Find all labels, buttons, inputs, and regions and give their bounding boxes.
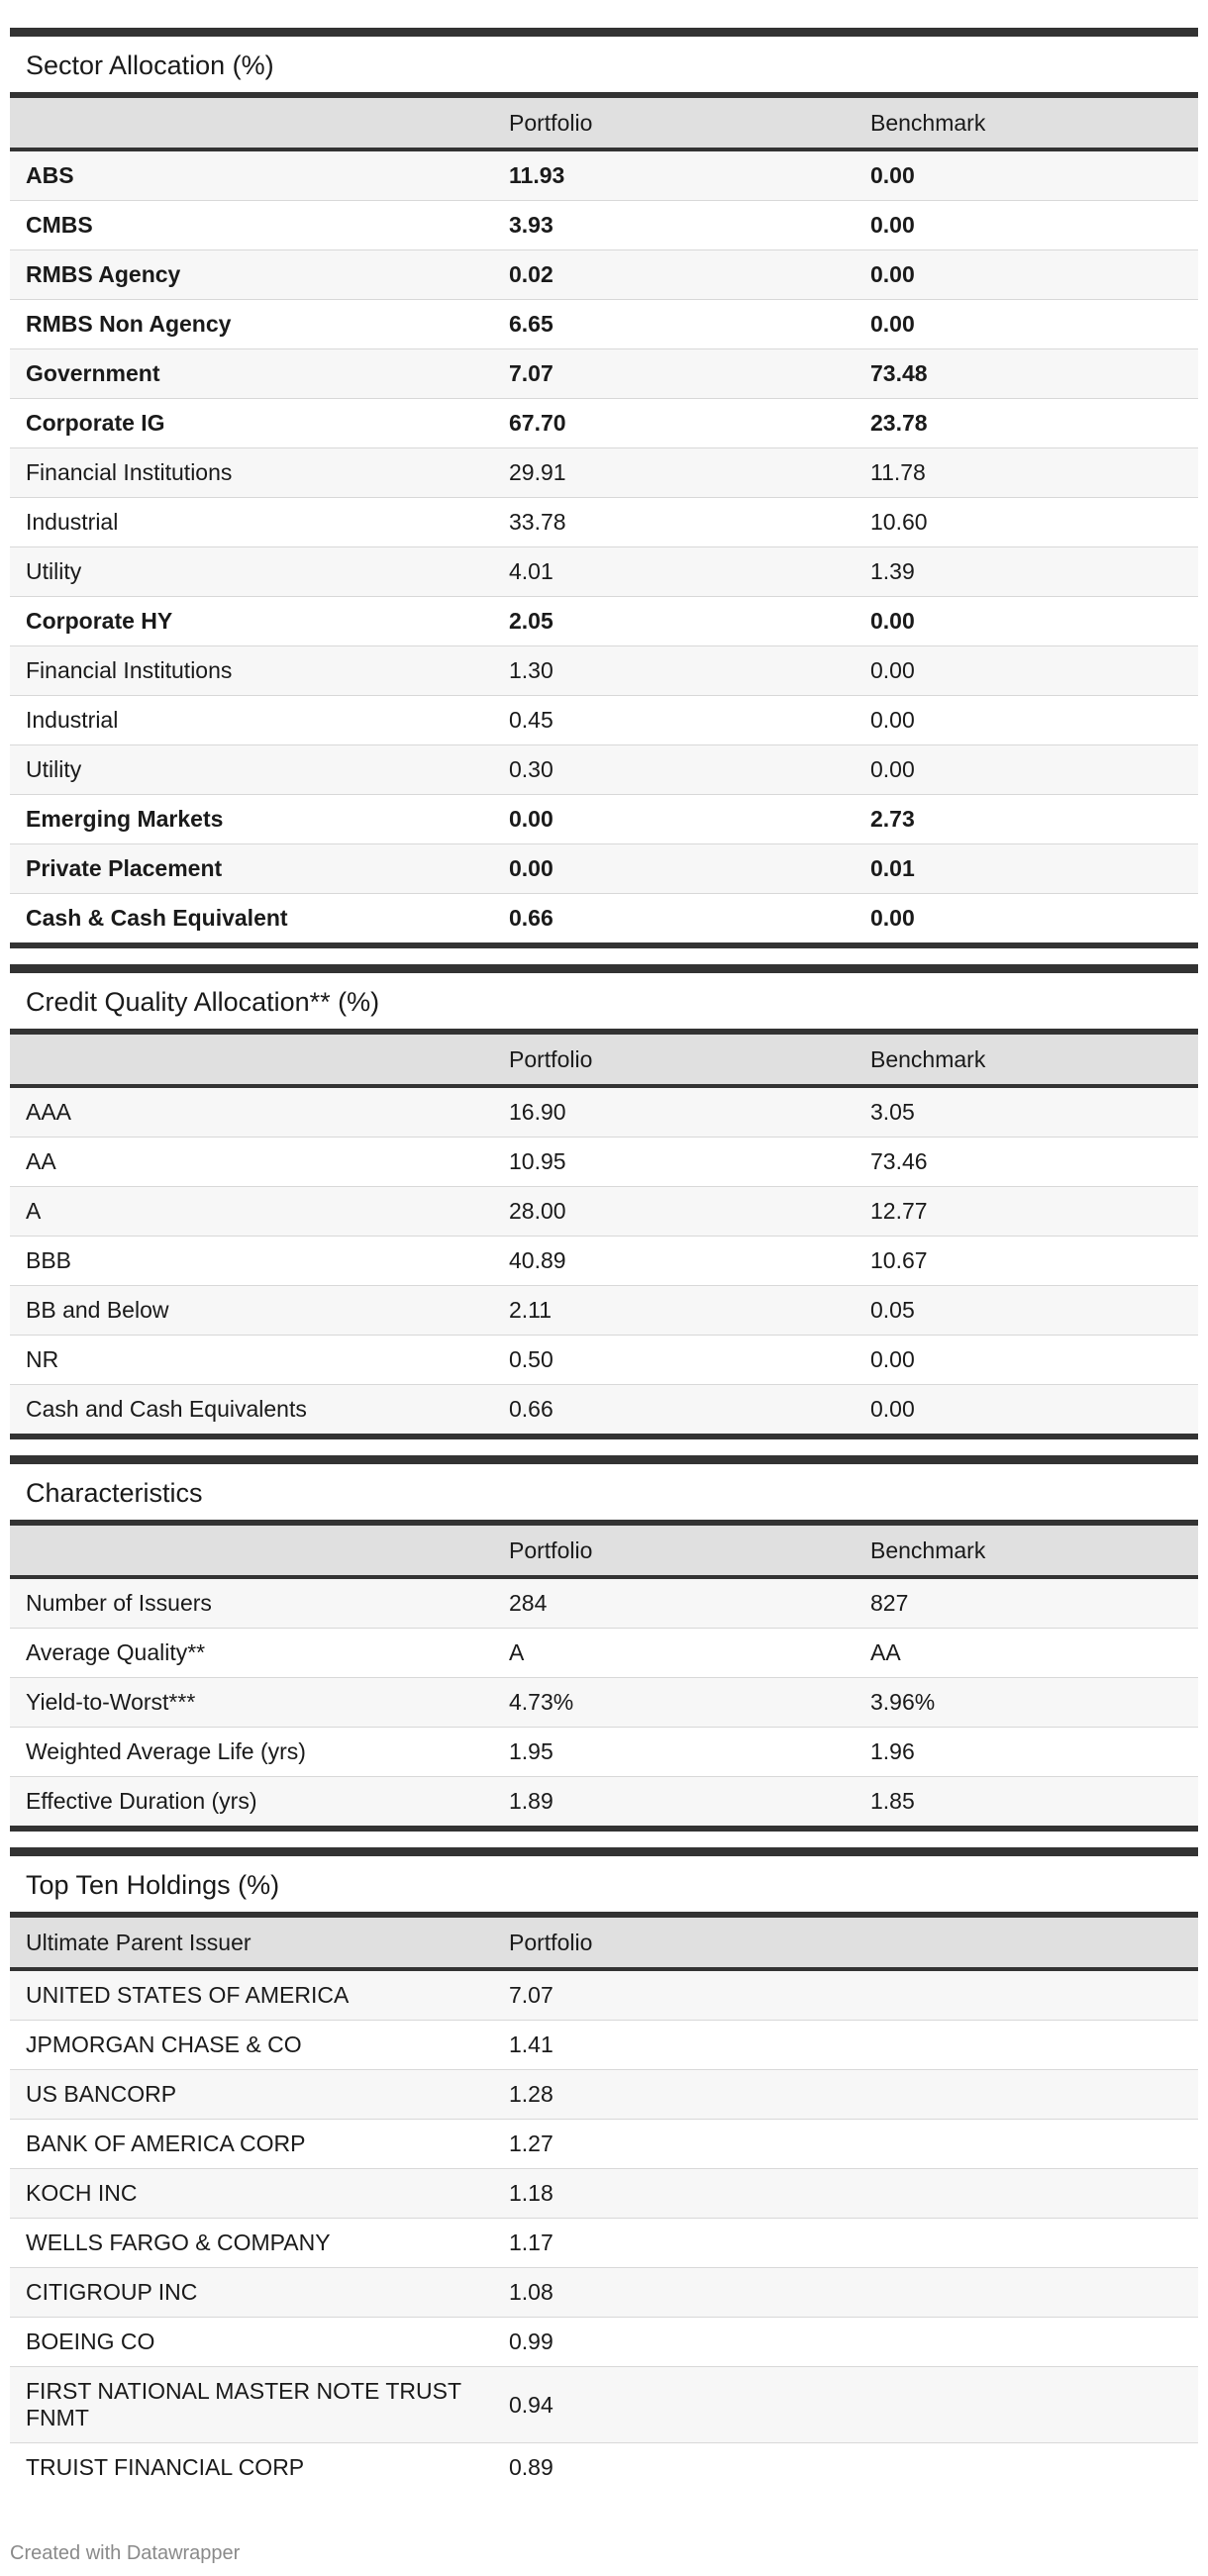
table-row [10, 1088, 1198, 1138]
header-portfolio: Portfolio [509, 1536, 593, 1563]
row-portfolio: 2.11 [509, 1297, 553, 1323]
row-label: TRUIST FINANCIAL CORP [26, 2454, 305, 2480]
row-portfolio: 29.91 [509, 459, 566, 485]
table-row [10, 300, 1198, 349]
row-portfolio: 7.07 [509, 1982, 554, 2008]
row-benchmark: 0.00 [870, 1396, 915, 1422]
row-portfolio: 1.08 [509, 2279, 554, 2305]
table-header-row [10, 1526, 1198, 1579]
row-portfolio: 284 [509, 1590, 548, 1616]
row-portfolio: 0.94 [509, 2391, 554, 2418]
row-label: Number of Issuers [26, 1590, 212, 1616]
row-portfolio: 2.05 [509, 608, 554, 634]
table-row [10, 1971, 1198, 2021]
table-row [10, 745, 1198, 795]
header-benchmark: Benchmark [870, 1045, 986, 1072]
row-label: UNITED STATES OF AMERICA [26, 1982, 350, 2008]
row-portfolio: 0.00 [509, 806, 554, 832]
row-benchmark: 23.78 [870, 410, 928, 436]
row-benchmark: 10.67 [870, 1247, 928, 1273]
table-row [10, 547, 1198, 597]
row-portfolio: 33.78 [509, 509, 566, 535]
row-benchmark: 0.00 [870, 212, 915, 238]
table-row [10, 151, 1198, 201]
row-benchmark: 2.73 [870, 806, 915, 832]
row-label: Industrial [26, 509, 119, 535]
row-portfolio: 1.41 [509, 2031, 554, 2057]
table-row [10, 1629, 1198, 1678]
table-row [10, 1777, 1198, 1826]
row-benchmark: 0.01 [870, 855, 915, 881]
row-label: Weighted Average Life (yrs) [26, 1738, 306, 1764]
row-portfolio: 1.28 [509, 2081, 554, 2107]
table-row [10, 2268, 1198, 2318]
sector-allocation-table [10, 28, 1198, 948]
row-label: Corporate IG [26, 410, 165, 436]
row-benchmark: 10.60 [870, 509, 928, 535]
row-portfolio: 1.95 [509, 1738, 554, 1764]
row-benchmark: 0.00 [870, 261, 915, 287]
row-portfolio: 11.93 [509, 162, 565, 188]
row-label: NR [26, 1346, 59, 1372]
row-label: Industrial [26, 707, 119, 733]
row-portfolio: 67.70 [509, 410, 566, 436]
row-label: Private Placement [26, 855, 223, 881]
characteristics-table [10, 1455, 1198, 1832]
section-top-rule [10, 1455, 1198, 1464]
row-label: WELLS FARGO & COMPANY [26, 2229, 331, 2255]
table-header-row [10, 98, 1198, 151]
row-benchmark: 0.00 [870, 608, 915, 634]
table-header-row [10, 1918, 1198, 1971]
row-label: CITIGROUP INC [26, 2279, 198, 2305]
table-row [10, 894, 1198, 942]
table-row [10, 2367, 1198, 2443]
row-label: Financial Institutions [26, 657, 233, 683]
row-portfolio: 4.01 [509, 558, 554, 584]
section-top-rule [10, 964, 1198, 973]
row-portfolio: 4.73% [509, 1689, 574, 1715]
row-label: Financial Institutions [26, 459, 233, 485]
row-label: Emerging Markets [26, 806, 224, 832]
table-row [10, 349, 1198, 399]
row-portfolio: 0.50 [509, 1346, 554, 1372]
table-row [10, 2169, 1198, 2219]
row-benchmark: 0.05 [870, 1297, 915, 1323]
row-portfolio: 1.30 [509, 657, 554, 683]
row-label: A [26, 1198, 42, 1224]
table-row [10, 2070, 1198, 2120]
row-label: RMBS Non Agency [26, 311, 232, 337]
table-row [10, 1138, 1198, 1187]
row-label: CMBS [26, 212, 93, 238]
table-row [10, 399, 1198, 448]
row-benchmark: 0.00 [870, 311, 915, 337]
header-portfolio: Portfolio [509, 1929, 593, 1955]
table-row [10, 646, 1198, 696]
header-portfolio: Portfolio [509, 109, 593, 136]
row-portfolio: 40.89 [509, 1247, 566, 1273]
row-portfolio: A [509, 1639, 525, 1665]
section-top-rule [10, 1847, 1198, 1856]
row-benchmark: 11.78 [870, 459, 926, 485]
row-portfolio: 16.90 [509, 1099, 566, 1125]
table-body [10, 1088, 1198, 1434]
row-portfolio: 28.00 [509, 1198, 566, 1224]
table-row [10, 1286, 1198, 1336]
table-row [10, 1678, 1198, 1728]
row-benchmark: 73.46 [870, 1148, 928, 1174]
row-benchmark: 12.77 [870, 1198, 928, 1224]
row-portfolio: 10.95 [509, 1148, 566, 1174]
table-row [10, 844, 1198, 894]
row-portfolio: 7.07 [509, 360, 554, 386]
row-benchmark: 1.96 [870, 1738, 915, 1764]
row-label: Utility [26, 756, 82, 782]
row-benchmark: 827 [870, 1590, 909, 1616]
header-portfolio: Portfolio [509, 1045, 593, 1072]
datawrapper-credit[interactable]: Created with Datawrapper [10, 2542, 241, 2564]
table-row [10, 201, 1198, 250]
table-body [10, 1971, 1198, 2492]
row-label: FIRST NATIONAL MASTER NOTE TRUST FNMT [26, 2378, 461, 2430]
table-row [10, 2443, 1198, 2492]
row-portfolio: 0.45 [509, 707, 554, 733]
section-title: Credit Quality Allocation** (%) [10, 973, 1198, 1035]
row-portfolio: 0.30 [509, 756, 554, 782]
header-issuer: Ultimate Parent Issuer [26, 1929, 252, 1955]
row-portfolio: 0.00 [509, 855, 554, 881]
section-top-rule [10, 28, 1198, 37]
row-label: Cash & Cash Equivalent [26, 905, 288, 931]
table-row [10, 2219, 1198, 2268]
report-page [10, 28, 1198, 2492]
table-body [10, 151, 1198, 942]
table-row [10, 1385, 1198, 1434]
row-portfolio: 0.02 [509, 261, 554, 287]
table-row [10, 696, 1198, 745]
row-benchmark: 3.05 [870, 1099, 915, 1125]
row-portfolio: 3.93 [509, 212, 554, 238]
row-portfolio: 1.18 [509, 2180, 554, 2206]
row-benchmark: 1.85 [870, 1788, 915, 1814]
row-portfolio: 0.89 [509, 2454, 554, 2480]
table-row [10, 250, 1198, 300]
section-title: Sector Allocation (%) [10, 37, 1198, 98]
table-row [10, 2318, 1198, 2367]
row-label: KOCH INC [26, 2180, 138, 2206]
row-label: AA [26, 1148, 56, 1174]
row-benchmark: AA [870, 1639, 901, 1665]
row-benchmark: 0.00 [870, 1346, 915, 1372]
row-label: Corporate HY [26, 608, 173, 634]
table-row [10, 1336, 1198, 1385]
table-row [10, 1728, 1198, 1777]
row-label: BOEING CO [26, 2328, 155, 2354]
row-portfolio: 1.17 [509, 2229, 554, 2255]
table-row [10, 2021, 1198, 2070]
row-portfolio: 1.89 [509, 1788, 554, 1814]
row-label: Utility [26, 558, 82, 584]
row-label: BBB [26, 1247, 72, 1273]
row-benchmark: 0.00 [870, 756, 915, 782]
row-label: Yield-to-Worst*** [26, 1689, 196, 1715]
row-label: Average Quality** [26, 1639, 206, 1665]
row-label: RMBS Agency [26, 261, 181, 287]
table-row [10, 1187, 1198, 1237]
row-benchmark: 73.48 [870, 360, 928, 386]
row-label: Cash and Cash Equivalents [26, 1396, 307, 1422]
row-label: BANK OF AMERICA CORP [26, 2130, 306, 2156]
row-portfolio: 1.27 [509, 2130, 554, 2156]
row-portfolio: 0.99 [509, 2328, 554, 2354]
row-label: AAA [26, 1099, 72, 1125]
header-benchmark: Benchmark [870, 109, 986, 136]
section-title: Top Ten Holdings (%) [10, 1856, 1198, 1918]
table-row [10, 597, 1198, 646]
table-header-row [10, 1035, 1198, 1088]
credit-quality-table [10, 964, 1198, 1439]
table-row [10, 1579, 1198, 1629]
row-label: US BANCORP [26, 2081, 177, 2107]
row-benchmark: 0.00 [870, 657, 915, 683]
table-row [10, 448, 1198, 498]
row-benchmark: 0.00 [870, 905, 915, 931]
table-row [10, 2120, 1198, 2169]
table-row [10, 1237, 1198, 1286]
row-portfolio: 0.66 [509, 905, 554, 931]
row-benchmark: 3.96% [870, 1689, 936, 1715]
row-label: BB and Below [26, 1297, 169, 1323]
section-title: Characteristics [10, 1464, 1198, 1526]
row-benchmark: 1.39 [870, 558, 915, 584]
row-portfolio: 0.66 [509, 1396, 554, 1422]
row-portfolio: 6.65 [509, 311, 554, 337]
row-benchmark: 0.00 [870, 162, 915, 188]
table-row [10, 795, 1198, 844]
row-label: ABS [26, 162, 74, 188]
table-row [10, 498, 1198, 547]
top-ten-holdings-table [10, 1847, 1198, 2492]
row-label: Effective Duration (yrs) [26, 1788, 257, 1814]
table-body [10, 1579, 1198, 1826]
row-label: Government [26, 360, 160, 386]
row-label: JPMORGAN CHASE & CO [26, 2031, 302, 2057]
header-benchmark: Benchmark [870, 1536, 986, 1563]
row-benchmark: 0.00 [870, 707, 915, 733]
